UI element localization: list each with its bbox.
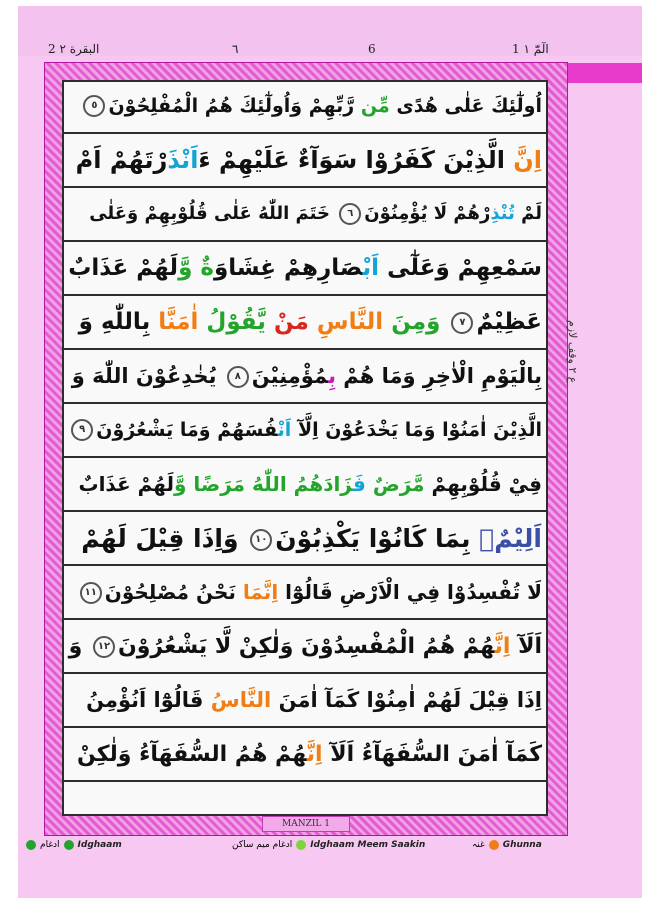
text-segment: لَا تُفْسِدُوْا فِي الْاَرْضِ قَالُوْٓا xyxy=(278,579,542,604)
text-segment: فُسَهُمْ وَمَا يَشْعُرُوْنَ xyxy=(96,418,278,441)
legend-ghunna xyxy=(472,838,542,852)
text-segment: رْهُمْ لَا يُؤْمِنُوْنَ xyxy=(364,203,491,224)
text-segment: نَحْنُ مُصْلِحُوْنَ xyxy=(104,579,243,604)
text-segment: لَمْ xyxy=(514,203,542,224)
verse-text xyxy=(80,95,542,118)
text-segment: الَّذِيْنَ كَفَرُوْا سَوَآءٌ عَلَيْهِمْ ءَ xyxy=(198,146,514,174)
text-line-8 xyxy=(62,458,548,512)
arabic-page-number: ٦ xyxy=(232,42,239,56)
verse-text xyxy=(77,742,542,767)
legend-arabic: ادغام میم ساکن xyxy=(232,840,293,850)
legend-english: Ghunna xyxy=(502,840,542,850)
text-segment: اِذَا قِيْلَ لَهُمْ اٰمِنُوْا كَمَآ اٰمَنَ xyxy=(271,688,542,712)
ayah-number-marker: ٩ xyxy=(71,419,93,441)
text-segment: مُؤْمِنِيْنَ xyxy=(251,364,329,388)
text-segment: لَهُمْ عَذَابٌ xyxy=(68,255,179,281)
tajweed-segment: وَّ xyxy=(178,255,201,281)
tajweed-segment: اَلِيْمٌۢ xyxy=(479,523,542,553)
tajweed-segment: اِنَّ xyxy=(306,741,323,767)
text-segment: كَمَآ اٰمَنَ السُّفَهَآءُ اَلَآ xyxy=(322,741,542,767)
text-line-4 xyxy=(62,242,548,296)
text-segment: هُمْ هُمُ السُّفَهَآءُ وَلٰكِنْ xyxy=(76,741,307,767)
verse-text xyxy=(86,688,542,712)
tajweed-segment: تُنْذِ xyxy=(490,203,515,224)
ayah-number-marker: ٦ xyxy=(339,203,361,225)
text-line-9 xyxy=(62,512,548,566)
verse-text xyxy=(76,146,542,174)
ayah-number-marker: ١٠ xyxy=(250,529,272,551)
ayah-number-marker: ٧ xyxy=(451,312,473,334)
verse-text xyxy=(79,309,542,335)
legend-english: Idghaam xyxy=(77,840,122,850)
verse-text xyxy=(72,364,542,388)
ayah-number-marker: ١١ xyxy=(80,582,102,604)
tajweed-segment: مِّن xyxy=(360,94,390,117)
text-segment: بِالْيَوْمِ الْاٰخِرِ وَمَا هُمْ xyxy=(335,364,542,388)
tajweed-segment: زَادَهُمُ اللّٰهُ مَرَضًا وَّ xyxy=(174,472,353,496)
bookmark-tab[interactable] xyxy=(566,63,642,83)
text-segment: يُخٰدِعُوْنَ اللّٰهَ وَ xyxy=(71,364,224,388)
text-line-11 xyxy=(62,620,548,674)
manzil-label: MANZIL 1 xyxy=(262,816,350,832)
legend-arabic: غنہ xyxy=(472,840,485,850)
text-segment: وَ xyxy=(68,633,90,659)
tajweed-segment: مَّرَضٌ xyxy=(372,472,425,496)
ruku-marker: ع ٢ وقف لازم xyxy=(566,320,579,384)
text-segment: بِاللّٰهِ وَ xyxy=(78,309,159,335)
tajweed-segment: اِنَّ xyxy=(494,633,511,659)
text-segment: سَمْعِهِمْ وَعَلٰٓى xyxy=(379,255,542,281)
ayah-number-marker: ٨ xyxy=(227,366,249,388)
ghunna-color-dot xyxy=(489,840,499,850)
tajweed-segment: النَّاسُ xyxy=(210,688,272,712)
tajweed-segment: النَّاسِ xyxy=(316,309,392,335)
surah-name: 2 البقرة ٢ xyxy=(48,42,100,56)
text-segment: رْتَهُمْ اَمْ xyxy=(75,146,168,174)
text-segment: قَالُوْٓا اَنُؤْمِنُ xyxy=(86,688,211,712)
text-line-12 xyxy=(62,674,548,728)
legend-idghaam xyxy=(26,838,122,852)
page-number: 6 xyxy=(368,42,376,56)
verse-text xyxy=(89,203,542,225)
text-segment: هُمْ هُمُ الْمُفْسِدُوْنَ وَلٰكِنْ لَّا يَشْعُرُوْنَ xyxy=(117,633,495,659)
text-segment: خَتَمَ اللّٰهُ عَلٰى قُلُوْبِهِمْ وَعَلٰى xyxy=(89,203,337,224)
verse-text xyxy=(77,580,542,605)
tajweed-segment: اَنْذَ xyxy=(167,146,199,174)
tajweed-segment: بِ xyxy=(328,364,336,388)
juz-name: 1 الٓمّٓ ١ xyxy=(512,42,549,56)
legend-idghaam-meem xyxy=(232,838,425,852)
tajweed-segment: وَمِنَ xyxy=(391,309,449,335)
text-segment: صَارِهِمْ غِشَاوَ xyxy=(213,255,363,281)
tajweed-segment: يَّقُوْلُ xyxy=(206,309,274,335)
tajweed-segment: مَنْ xyxy=(273,309,317,335)
tajweed-segment: اِنَّمَا xyxy=(242,579,279,604)
verse-text xyxy=(69,634,542,659)
verse-text xyxy=(68,419,542,442)
verse-text xyxy=(81,524,542,553)
text-segment: فِيْ قُلُوْبِهِمْ xyxy=(424,472,542,496)
text-line-7 xyxy=(62,404,548,458)
legend-english: Idghaam Meem Saakin xyxy=(310,840,426,850)
text-segment: اُولٰٓئِكَ عَلٰى هُدًى xyxy=(389,94,542,117)
idghaam-color-dot-2 xyxy=(64,840,74,850)
text-segment: رَّبِّهِمْ وَاُولٰٓئِكَ هُمُ الْمُفْلِحُوْنَ xyxy=(108,94,361,117)
legend-arabic: ادغام xyxy=(40,840,60,850)
tajweed-segment: فَ xyxy=(352,472,373,496)
text-segment: وَاِذَا قِيْلَ لَهُمْ xyxy=(81,523,248,553)
tajweed-segment: اَبْ xyxy=(362,255,380,281)
text-line-5 xyxy=(62,296,548,350)
verse-text xyxy=(68,255,542,281)
text-line-3 xyxy=(62,188,548,242)
text-segment: اَلَآ xyxy=(510,633,542,659)
text-segment: لَهُمْ عَذَابٌ xyxy=(78,472,174,496)
text-line-2 xyxy=(62,134,548,188)
text-line-1 xyxy=(62,80,548,134)
text-segment: بِمَا كَانُوْا يَكْذِبُوْنَ xyxy=(275,523,480,553)
tajweed-segment: اٰمَنَّا xyxy=(158,309,207,335)
text-segment: عَظِيْمٌ xyxy=(476,309,542,335)
text-line-10 xyxy=(62,566,548,620)
ayah-number-marker: ١٢ xyxy=(93,636,115,658)
text-segment: الَّذِيْنَ اٰمَنُوْا وَمَا يَخْدَعُوْنَ اِلَّآ xyxy=(291,418,542,441)
idghaam-color-dot xyxy=(26,840,36,850)
tajweed-segment: اَنْ xyxy=(277,418,292,441)
text-line-13 xyxy=(62,728,548,782)
verse-text xyxy=(78,472,542,496)
ayah-number-marker: ٥ xyxy=(83,95,105,117)
text-line-6 xyxy=(62,350,548,404)
tajweed-segment: اِنَّ xyxy=(513,146,542,174)
idghaam-meem-color-dot xyxy=(296,840,306,850)
tajweed-segment: ةٌ xyxy=(200,255,214,281)
